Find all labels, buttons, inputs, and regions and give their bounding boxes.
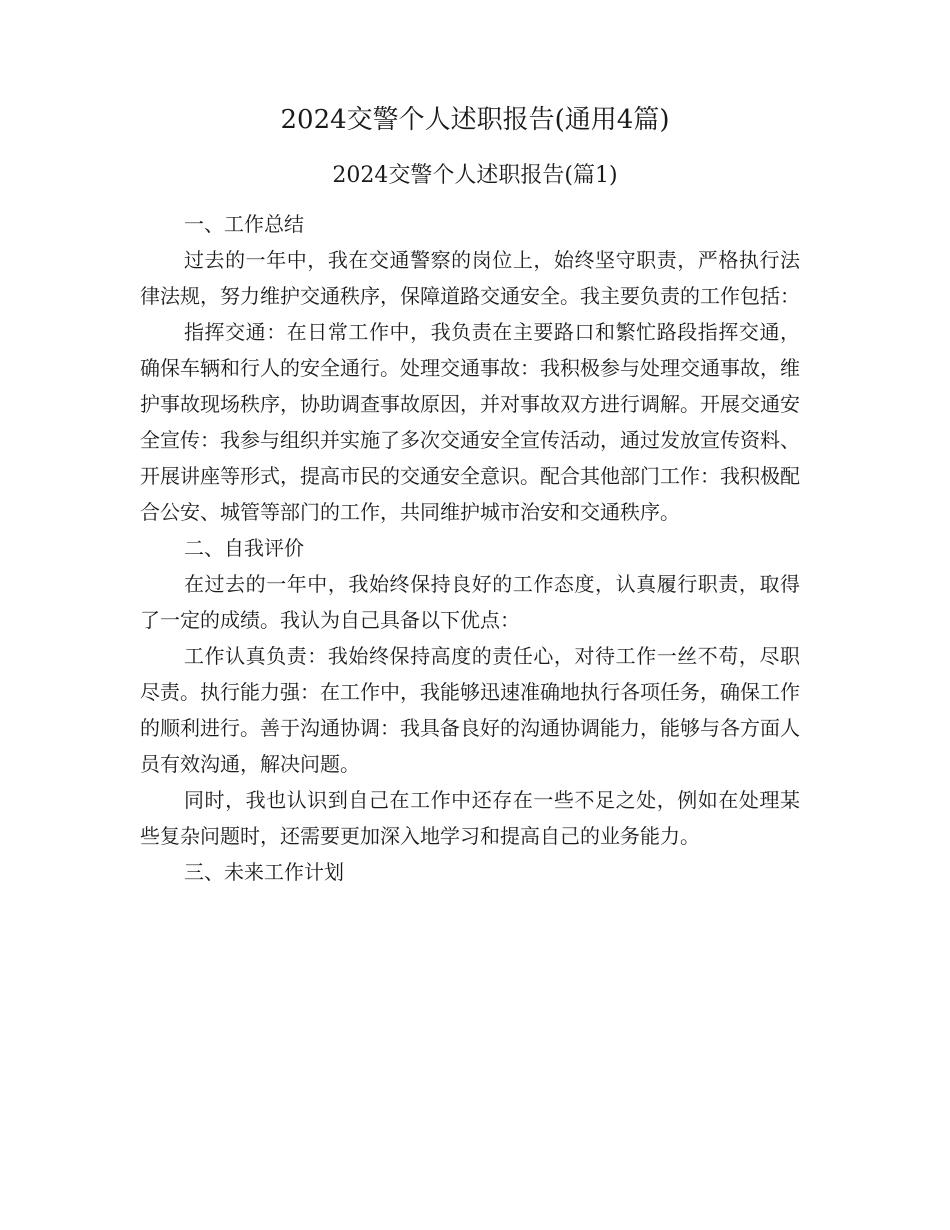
paragraph-duties-list: 指挥交通：在日常工作中，我负责在主要路口和繁忙路段指挥交通，确保车辆和行人的安全通行。处理交通事故：我积极参与处理交通事故，维护事故现场秩序，协助调查事故原因，并对事故双方进行调解。开展交通安全宣传：我参与组织并实施了多次交通安全宣传活动，通过发放宣传资料、开展讲座等形式，提高市民的交通安全意识。配合其他部门工作：我积极配合公安、城管等部门的工作，共同维护城市治安和交通秩序。 xyxy=(140,320,800,524)
paragraph-evaluation-intro: 在过去的一年中，我始终保持良好的工作态度，认真履行职责，取得了一定的成绩。我认为自己具备以下优点： xyxy=(140,572,800,632)
section-heading-future-plan: 三、未来工作计划 xyxy=(184,860,344,884)
section-heading-self-evaluation: 二、自我评价 xyxy=(184,536,304,560)
section-title: 2024交警个人述职报告(篇1) xyxy=(332,163,618,188)
document-title: 2024交警个人述职报告(通用4篇) xyxy=(280,105,670,135)
paragraph-strengths: 工作认真负责：我始终保持高度的责任心，对待工作一丝不苟，尽职尽责。执行能力强：在工作中，我能够迅速准确地执行各项任务，确保工作的顺利进行。善于沟通协调：我具备良好的沟通协调能力，能够与各方面人员有效沟通，解决问题。 xyxy=(140,644,800,776)
paragraph-duties-intro: 过去的一年中，我在交通警察的岗位上，始终坚守职责，严格执行法律法规，努力维护交通秩序，保障道路交通安全。我主要负责的工作包括： xyxy=(140,248,800,308)
document-body xyxy=(140,206,800,890)
paragraph-shortcomings: 同时，我也认识到自己在工作中还存在一些不足之处，例如在处理某些复杂问题时，还需要更加深入地学习和提高自己的业务能力。 xyxy=(140,788,800,848)
section-heading-work-summary: 一、工作总结 xyxy=(184,212,304,236)
